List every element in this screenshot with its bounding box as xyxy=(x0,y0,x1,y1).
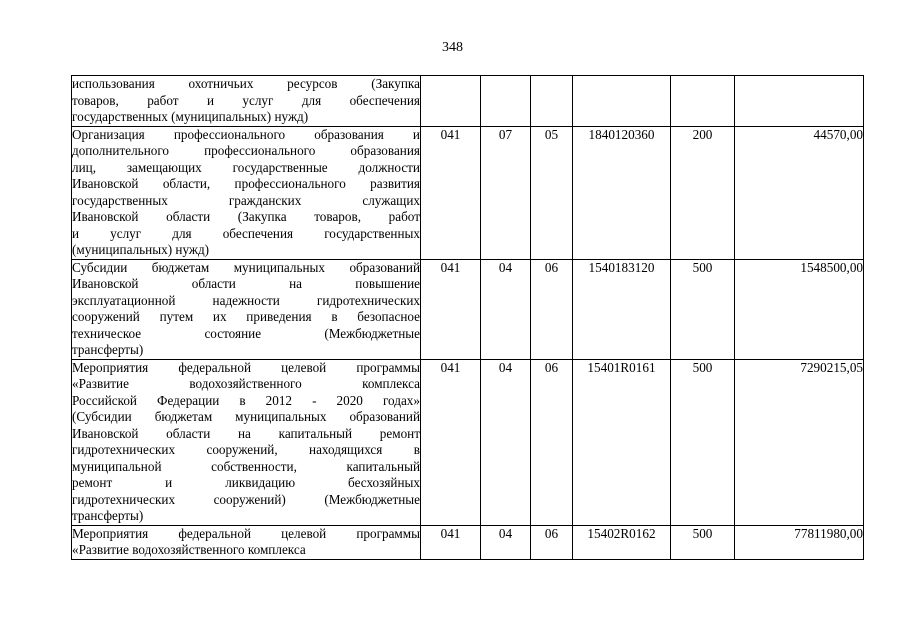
subsection-code-cell: 05 xyxy=(531,126,573,259)
item-name-line: сооружений путем их приведения в безопасное xyxy=(72,309,420,324)
item-name-line: товаров, работ и услуг для обеспечения xyxy=(72,92,420,108)
table-row xyxy=(72,525,864,559)
expense-type-cell: 500 xyxy=(671,525,735,559)
item-name-line: лиц, замещающих государственные должности xyxy=(72,159,420,175)
expense-type-cell: 500 xyxy=(671,259,735,359)
item-name-line: дополнительного профессионального образования xyxy=(72,143,420,158)
expense-type-cell: 500 xyxy=(671,359,735,525)
item-name-line: гидротехнических сооружений) (Межбюджетные xyxy=(72,491,420,507)
subsection-code-cell: 06 xyxy=(531,259,573,359)
item-name-line: государственных (муниципальных) нужд) xyxy=(72,109,309,124)
subsection-code-cell: 06 xyxy=(531,359,573,525)
subsection-code-cell: 06 xyxy=(531,525,573,559)
item-name-line: Организация профессионального образования и xyxy=(72,126,420,142)
ministry-code-cell: 041 xyxy=(421,259,481,359)
ministry-code-cell xyxy=(421,76,481,127)
item-name-cell xyxy=(72,76,421,127)
item-name-line: и услуг для обеспечения государственных xyxy=(72,225,420,241)
item-name-line: государственных гражданских служащих xyxy=(72,192,420,208)
item-name-cell xyxy=(72,359,421,525)
item-name-line: эксплуатационной надежности гидротехнических xyxy=(72,292,420,308)
item-name-line: ремонт и ликвидацию бесхозяйных xyxy=(72,475,420,490)
subsection-code-cell xyxy=(531,76,573,127)
item-name-line: Ивановской области (Закупка товаров, работ xyxy=(72,209,420,224)
item-name-line: использования охотничьих ресурсов (Закупка xyxy=(72,76,420,91)
section-code-cell xyxy=(481,76,531,127)
amount-cell: 77811980,00 xyxy=(735,525,864,559)
expense-type-cell xyxy=(671,76,735,127)
amount-cell: 1548500,00 xyxy=(735,259,864,359)
target-article-cell xyxy=(573,76,671,127)
target-article-cell: 1540183120 xyxy=(573,259,671,359)
item-name-line: Мероприятия федеральной целевой программы xyxy=(72,359,420,375)
item-name-line: трансферты) xyxy=(72,342,144,357)
page-number: 348 xyxy=(442,40,463,55)
section-code-cell: 07 xyxy=(481,126,531,259)
item-name-line: гидротехнических сооружений, находящихся в xyxy=(72,442,420,457)
section-code-cell: 04 xyxy=(481,525,531,559)
section-code-cell: 04 xyxy=(481,359,531,525)
item-name-line: Российской Федерации в 2012 - 2020 годах» xyxy=(72,392,420,408)
item-name-line: Мероприятия федеральной целевой программы xyxy=(72,525,420,541)
item-name-cell xyxy=(72,525,421,559)
table-body xyxy=(72,76,864,560)
item-name-line: Ивановской области на повышение xyxy=(72,276,420,291)
table-row xyxy=(72,259,864,359)
table-row xyxy=(72,76,864,127)
expense-type-cell: 200 xyxy=(671,126,735,259)
amount-cell: 7290215,05 xyxy=(735,359,864,525)
target-article-cell: 15401R0161 xyxy=(573,359,671,525)
item-name-cell xyxy=(72,126,421,259)
section-code-cell: 04 xyxy=(481,259,531,359)
item-name-cell xyxy=(72,259,421,359)
table-row xyxy=(72,126,864,259)
item-name-line: муниципальной собственности, капитальный xyxy=(72,458,420,474)
item-name-line: техническое состояние (Межбюджетные xyxy=(72,325,420,341)
item-name-line: Ивановской области на капитальный ремонт xyxy=(72,425,420,441)
item-name-line: (Субсидии бюджетам муниципальных образований xyxy=(72,409,420,424)
ministry-code-cell: 041 xyxy=(421,525,481,559)
item-name-line: Ивановской области, профессионального развития xyxy=(72,176,420,191)
target-article-cell: 15402R0162 xyxy=(573,525,671,559)
budget-table xyxy=(71,75,864,560)
table-row xyxy=(72,359,864,525)
item-name-line: (муниципальных) нужд) xyxy=(72,242,210,257)
target-article-cell: 1840120360 xyxy=(573,126,671,259)
item-name-line: Субсидии бюджетам муниципальных образований xyxy=(72,259,420,275)
amount-cell: 44570,00 xyxy=(735,126,864,259)
item-name-line: «Развитие водохозяйственного комплекса xyxy=(72,542,306,557)
item-name-line: трансферты) xyxy=(72,508,144,523)
amount-cell xyxy=(735,76,864,127)
ministry-code-cell: 041 xyxy=(421,359,481,525)
item-name-line: «Развитие водохозяйственного комплекса xyxy=(72,376,420,391)
ministry-code-cell: 041 xyxy=(421,126,481,259)
